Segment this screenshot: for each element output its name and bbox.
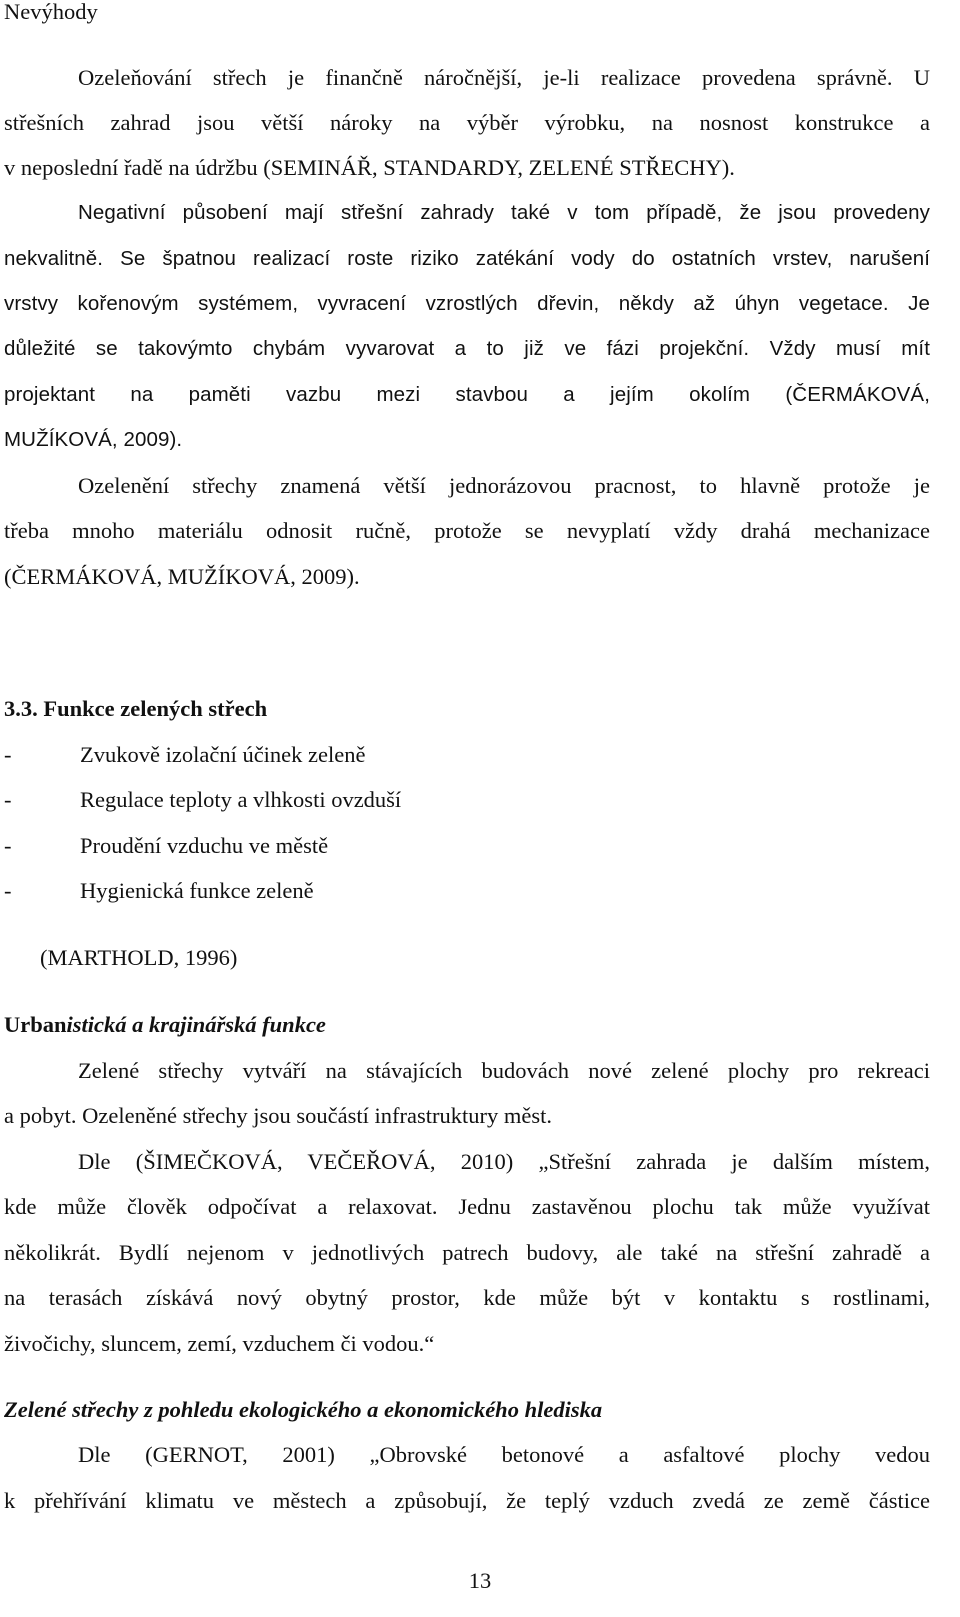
eco-heading: Zelené střechy z pohledu ekologického a ekonomického hlediska: [4, 1397, 603, 1422]
urban-heading-bold-italic: istická a krajinářská funkce: [66, 1012, 326, 1037]
para2-line4: [4, 334, 930, 364]
gernot-para-line1: Dle (GERNOT, 2001) „Obrovské betonové a asfaltové plochy vedou: [78, 1442, 930, 1467]
list-item: [4, 831, 328, 861]
urban-heading: [4, 1010, 930, 1040]
para1-line2: střešních zahrad jsou větší nároky na výběr výrobku, na nosnost konstrukce a: [4, 110, 930, 135]
para2-line2: [4, 243, 930, 274]
list-item: [4, 740, 366, 770]
list-item: [4, 785, 401, 815]
urban-para-line2: a pobyt. Ozeleněné střechy jsou součástí infrastruktury měst.: [4, 1103, 552, 1128]
list-item-text: Proudění vzduchu ve městě: [80, 833, 329, 858]
list-item: [4, 876, 314, 906]
list-dash: -: [4, 833, 12, 858]
para2-line2-a: nekvalitně.: [4, 247, 104, 270]
para2-line3-b: Je: [888, 292, 930, 315]
citation-marthold: (MARTHOLD, 1996): [40, 945, 238, 970]
quote-para-line3: několikrát. Bydlí nejenom v jednotlivých patrech budovy, ale také na střešní zahradě a: [4, 1240, 930, 1265]
para1-line3: v neposlední řadě na údržbu (SEMINÁŘ, STANDARDY, ZELENÉ STŘECHY).: [4, 155, 735, 180]
gernot-para-line2: k přehřívání klimatu ve městech a způsobují, že teplý vzduch zvedá ze země částice: [4, 1488, 930, 1513]
para2-line6: MUŽÍKOVÁ, 2009).: [4, 428, 183, 451]
quote-para-line1: Dle (ŠIMEČKOVÁ, VEČEŘOVÁ, 2010) „Střešní zahrada je dalším místem,: [78, 1149, 930, 1174]
urban-heading-bold: Urban: [4, 1012, 67, 1037]
list-dash: -: [4, 878, 12, 903]
urban-para-line1: Zelené střechy vytváří na stávajících budovách nové zelené plochy pro rekreaci: [78, 1058, 930, 1083]
list-item-text: Hygienická funkce zeleně: [80, 878, 314, 903]
quote-para-line4: na terasách získává nový obytný prostor, kde může být v kontaktu s rostlinami,: [4, 1285, 930, 1310]
para2-line2-b: Se špatnou realizací roste riziko zatékání vody do ostatních vrstev, narušení: [103, 247, 930, 270]
section-heading: 3.3. Funkce zelených střech: [4, 696, 268, 721]
quote-para-line5: živočichy, sluncem, zemí, vzduchem či vodou.“: [4, 1331, 435, 1356]
page-number: 13: [468, 1568, 492, 1593]
heading-nevyhody: Nevýhody: [4, 0, 98, 24]
para2-line3-a: vrstvy kořenovým systémem, vyvracení vzrostlých dřevin, někdy až úhyn vegetace.: [4, 292, 889, 315]
list-dash: -: [4, 742, 12, 767]
para2-line4-a: důležité se takovýmto chybám vyvarovat a to již ve fázi projekční.: [4, 337, 750, 360]
para2-line1: Negativní působení mají střešní zahrady také v tom případě, že jsou provedeny: [78, 201, 930, 224]
para2-line3: [4, 289, 930, 319]
list-item-text: Regulace teploty a vlhkosti ovzduší: [80, 787, 402, 812]
list-item-text: Zvukově izolační účinek zeleně: [80, 742, 366, 767]
para3-line3: (ČERMÁKOVÁ, MUŽÍKOVÁ, 2009).: [4, 564, 360, 589]
list-dash: -: [4, 787, 12, 812]
para2-line4-b: Vždy musí mít: [749, 337, 931, 360]
para2-line5: projektant na paměti vazbu mezi stavbou a jejím okolím (ČERMÁKOVÁ,: [4, 383, 930, 406]
para3-line1: Ozelenění střechy znamená větší jednorázovou pracnost, to hlavně protože je: [78, 473, 930, 498]
para3-line2: třeba mnoho materiálu odnosit ručně, protože se nevyplatí vždy drahá mechanizace: [4, 518, 930, 543]
para1-line1: Ozeleňování střech je finančně náročnější, je-li realizace provedena správně. U: [78, 65, 930, 90]
quote-para-line2: kde může člověk odpočívat a relaxovat. Jednu zastavěnou plochu tak může využívat: [4, 1194, 930, 1219]
